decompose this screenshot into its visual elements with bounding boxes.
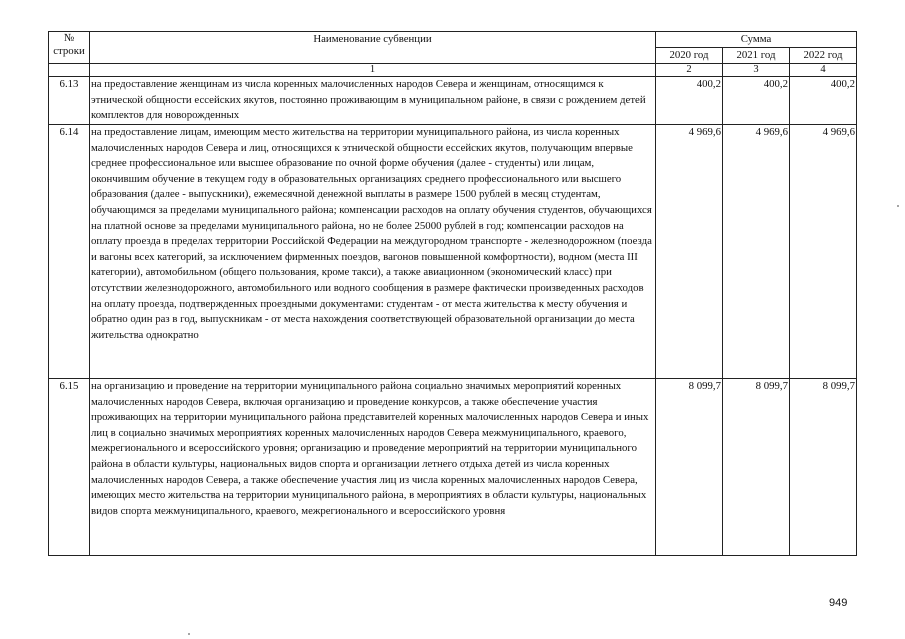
header-year-2020: 2020 год: [656, 48, 723, 64]
value-2020: 4 969,6: [656, 125, 723, 379]
column-index-row: [49, 64, 857, 77]
subvention-table: [48, 31, 857, 556]
header-year-2021: 2021 год: [723, 48, 790, 64]
index-cell-4: 4: [790, 64, 857, 77]
value-2020: 8 099,7: [656, 379, 723, 556]
index-cell-0: [49, 64, 90, 77]
page-number: 949: [829, 597, 848, 609]
index-cell-1: 1: [90, 64, 656, 77]
value-2020: 400,2: [656, 77, 723, 125]
header-year-2022: 2022 год: [790, 48, 857, 64]
header-subvention-name: Наименование субвенции: [90, 32, 656, 64]
row-name: на организацию и проведение на территории муниципального района социально значимых мероприятий коренных малочисленных народов Севера, включая организацию и проведение конкурсов, а также обеспечение участия проживающих на территории муниципального района представителей коренных малочисленных народов Севера и иных лиц в социально значимых мероприятиях коренных малочисленных народов Севера межмуниципального, краевого, межрегионального и всероссийского уровня; организацию и проведение мероприятий на территории муниципального района в области культуры, национальных видов спорта и организации летнего отдыха детей из числа коренных малочисленных народов Севера, а также обеспечение участия лиц из числа коренных малочисленных народов Севера, имеющих место жительства на территории муниципального района, в мероприятиях в области культуры, национальных видов спорта межмуниципального, краевого, межрегионального и всероссийского уровня: [90, 379, 656, 556]
index-cell-3: 3: [723, 64, 790, 77]
row-number: 6.15: [49, 379, 90, 556]
value-2022: 8 099,7: [790, 379, 857, 556]
header-num-line2: строки: [53, 45, 85, 57]
table-row: [49, 77, 857, 125]
table-row: [49, 379, 857, 556]
row-number: 6.14: [49, 125, 90, 379]
table-row: [49, 125, 857, 379]
header-row-number: [49, 32, 90, 64]
header-row-top: [49, 32, 857, 48]
value-2022: 400,2: [790, 77, 857, 125]
row-name: на предоставление лицам, имеющим место жительства на территории муниципального района, из числа коренных малочисленных народов Севера и лиц, относящихся к этнической общности ессейских якутов, получающим впервые среднее профессиональное или высшее образование по очной форме обучения (далее - студенты) или лицам, окончившим обучение в текущем году в образовательных организациях среднего профессионального или высшего образования (далее - выпускники), ежемесячной денежной выплаты в размере 1500 рублей в месяц студентам, обучающимся за пределами муниципального района; компенсации расходов на оплату обучения студентов, обучающихся на платной основе за пределами муниципального района, но не более 25000 рублей в год; компенсации расходов на оплату проезда в пределах территории Российской Федерации на междугородном транспорте - железнодорожном (поезда и вагоны всех категорий, за исключением фирменных поездов, вагонов повышенной комфортности), водном (места III категории), автомобильном (общего пользования, кроме такси), а также авиационном (экономический класс) при отсутствии железнодорожного, автомобильного или водного сообщения в размере фактически произведенных расходов на оплату проезда, подтвержденных проездными документами: студентам - от места жительства к месту обучения и обратно один раз в год, выпускникам - от места нахождения соответствующей образовательной организации до места жительства однократно: [90, 125, 656, 379]
value-2021: 400,2: [723, 77, 790, 125]
scan-speck: [188, 633, 190, 635]
value-2021: 8 099,7: [723, 379, 790, 556]
value-2021: 4 969,6: [723, 125, 790, 379]
row-number: 6.13: [49, 77, 90, 125]
scan-speck: [897, 205, 899, 207]
value-2022: 4 969,6: [790, 125, 857, 379]
header-sum: Сумма: [656, 32, 857, 48]
row-name: на предоставление женщинам из числа коренных малочисленных народов Севера и женщинам, относящимся к этнической общности ессейских якутов, постоянно проживающим в муниципальном районе, в связи с рождением детей комплектов для новорожденных: [90, 77, 656, 125]
index-cell-2: 2: [656, 64, 723, 77]
header-num-line1: №: [63, 32, 75, 44]
